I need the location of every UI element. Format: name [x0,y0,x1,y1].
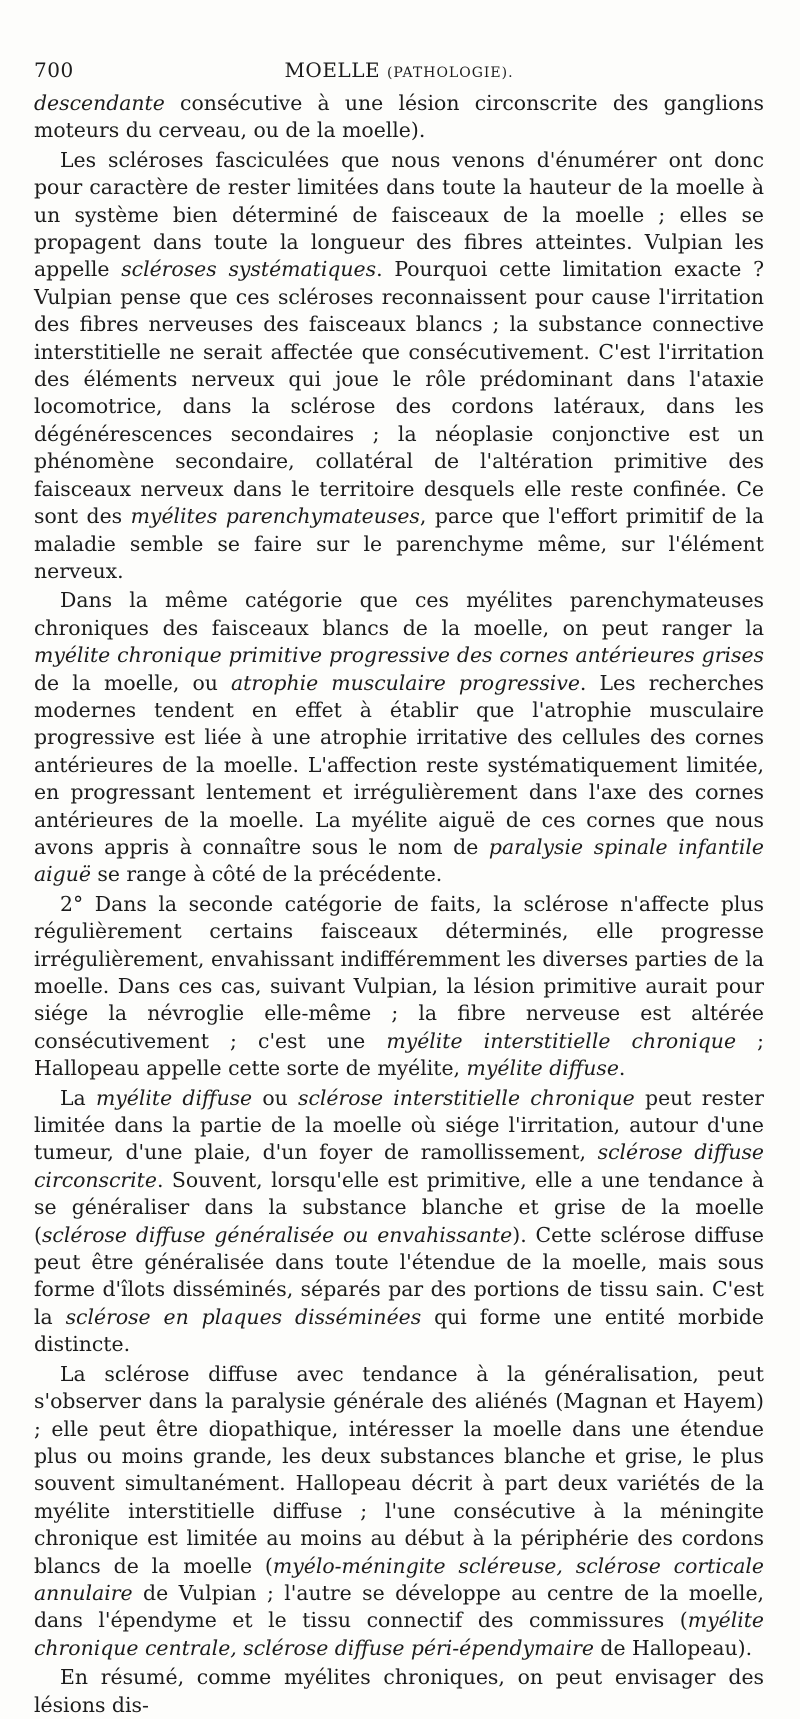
italic-term: myélite diffuse [466,1056,619,1081]
italic-term: myélite interstitielle chronique [386,1028,737,1053]
running-title [34,58,764,82]
italic-term: paralysie spinale infantile aiguë [34,834,764,887]
text-run: de Hallopeau). [593,1635,753,1660]
page-header [34,58,764,90]
italic-term: sclérose interstitielle chronique [298,1085,635,1110]
text-run: consécutive à une lésion circonscrite des ganglions moteurs du cerveau, ou de la moelle). [34,91,764,143]
paragraph [34,587,764,888]
paragraph [34,1361,764,1662]
text-run: qui forme une entité morbide distincte. [34,1304,764,1357]
text-run: se range à côté de la précédente. [90,862,443,887]
page-number: 700 [34,58,74,82]
running-title-sub: (PATHOLOGIE). [386,65,514,81]
running-title-main: MOELLE [284,58,381,82]
italic-term: descendante [34,91,165,115]
text-run: . [618,1056,626,1081]
text-run: ; Hallopeau appelle cette sorte de myélite, [34,1028,764,1081]
text-run: ou [252,1085,299,1110]
text-run: de Vulpian ; l'autre se développe au centre de la moelle, dans l'épendyme et le tissu connectif des commissures ( [34,1580,764,1633]
text-run: En résumé, comme myélites chroniques, on peut envisager des lésions dis- [34,1665,764,1717]
text-run: Les scléroses fasciculées que nous venons d'énumérer ont donc pour caractère de rester limitées dans toute la hauteur de la moelle à un système bien déterminé de faisceaux de la moelle ; elles se propagent dans toute la longueur des fibres atteintes. Vulpian les appelle [34,147,764,282]
paragraph [34,1664,764,1719]
text-run: La [60,1085,96,1110]
italic-term: myélites parenchymateuses [130,504,420,529]
text-run: 2° Dans la seconde catégorie de faits, la sclérose n'affecte plus régulièrement certains faisceaux déterminés, elle progresse irrégulièrement, envahissant indifféremment les diverses parties de la moelle. Dans ces cas, suivant Vulpian, la lésion primitive aurait pour siége la névroglie elle-même ; la fibre nerveuse est altérée consécutivement ; c'est une [34,891,764,1053]
text-run: Dans la même catégorie que ces myélites parenchymateuses chroniques des faisceaux blancs de la moelle, on peut ranger la [34,588,764,640]
italic-term: myélo-méningite scléreuse, sclérose corticale annulaire [34,1553,764,1605]
text-run: . Pourquoi cette limitation exacte ? Vulpian pense que ces scléroses reconnaissent pour cause l'irritation des fibres nerveuses des faisceaux blancs ; la substance connective interstitielle ne serait affectée que consécutivement. C'est l'irritation des éléments nerveux qui joue le rôle prédominant dans l'ataxie locomotrice, dans la sclérose des cordons latéraux, dans les dégénérescences secondaires ; la néoplasie conjonctive est un phénomène secondaire, collatéral de l'altération primitive des faisceaux nerveux dans le territoire desquels elle reste confinée. Ce sont des [34,257,765,529]
paragraph [34,147,764,586]
body-text [34,90,764,1719]
text-run: . Les recherches modernes tendent en effet à établir que l'atrophie musculaire progressive est liée à une atrophie irritative des cellules des cornes antérieures de la moelle. L'affection reste systématiquement limitée, en progressant lentement et irrégulièrement dans l'axe des cornes antérieures de la moelle. La myélite aiguë de ces cornes que nous avons appris à connaître sous le nom de [34,670,764,859]
text-run: peut rester limitée dans la partie de la moelle où siége l'irritation, autour d'une tumeur, d'une plaie, d'un foyer de ramollissement, [34,1085,764,1165]
italic-term: myélite diffuse [95,1085,253,1110]
text-run: de la moelle, ou [34,670,232,695]
paragraph [34,891,764,1083]
italic-term: sclérose diffuse circonscrite [34,1140,764,1192]
text-run: . Souvent, lorsqu'elle est primitive, elle a une tendance à se généraliser dans la substance blanche et grise de la moelle ( [34,1167,764,1247]
paragraph [34,1085,764,1359]
italic-term: sclérose en plaques disséminées [65,1304,422,1329]
italic-term: atrophie musculaire progressive [231,670,580,695]
text-run: La sclérose diffuse avec tendance à la généralisation, peut s'observer dans la paralysie générale des aliénés (Magnan et Hayem) ; elle peut être diopathique, intéresser la moelle dans une étendue plus ou moins grande, les deux substances blanche et grise, le plus souvent simultanément. Hallopeau décrit à part deux variétés de la myélite interstitielle diffuse ; l'une consécutive à la méningite chronique est limitée au moins au début à la périphérie des cordons blancs de la moelle ( [34,1361,764,1578]
paragraph [34,90,764,145]
italic-term: scléroses systématiques [121,257,377,282]
italic-term: myélite chronique primitive progressive des cornes antérieures grises [34,643,764,668]
italic-term: myélite chronique centrale, sclérose diffuse péri-épendymaire [34,1608,764,1660]
text-run: ). Cette sclérose diffuse peut être généralisée dans toute l'étendue de la moelle, mais sous forme d'îlots disséminés, séparés par des portions de tissu sain. C'est la [34,1222,764,1329]
text-run: , parce que l'effort primitif de la maladie semble se faire sur le parenchyme même, sur l'élément nerveux. [34,504,764,583]
italic-term: sclérose diffuse généralisée ou envahissante [41,1222,513,1247]
